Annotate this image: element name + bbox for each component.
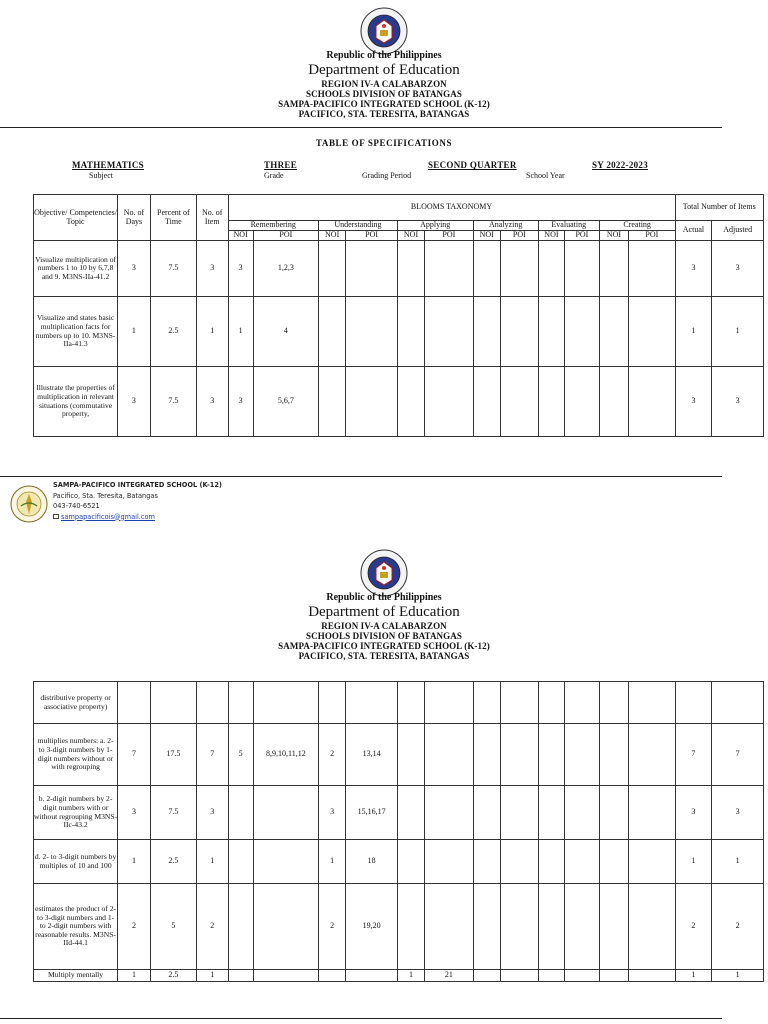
noi-cell [228,840,253,884]
poi-cell: 13,14 [346,724,398,786]
poi-header: POI [629,231,675,241]
actual-cell: 1 [675,297,712,367]
actual-header: Actual [675,221,712,241]
letterhead [0,592,768,661]
noi-cell [319,970,346,982]
noi-cell [318,367,345,437]
division-text: SCHOOLS DIVISION OF BATANGAS [306,89,462,99]
noi-cell [397,241,424,297]
poi-cell [629,297,675,367]
table-row [34,840,764,884]
poi-cell [565,241,600,297]
percent-cell: 2.5 [150,297,196,367]
noi-cell: 3 [228,367,253,437]
poi-cell [425,786,473,840]
noi-cell [473,786,500,840]
noi-cell [318,241,345,297]
noi-cell [599,241,628,297]
noi-cell: 1 [228,297,253,367]
noi-cell [538,786,564,840]
applying-header: Applying [397,221,473,231]
address-text: PACIFICO, STA. TERESITA, BATANGAS [298,109,470,119]
school-footer [0,476,768,532]
percent-cell: 2.5 [150,840,196,884]
noi-header: NOI [318,231,345,241]
region-text: REGION IV-A CALABARZON [321,79,447,89]
competency-cell: estimates the product of 2- to 3-digit numbers and 1- to 2-digit numbers with reasonable results. M3NS-IId-44.1 [34,884,118,970]
noi-cell: 2 [319,884,346,970]
items-cell: 3 [196,241,228,297]
noi-cell [473,970,500,982]
noi-cell [228,884,253,970]
table-row [34,241,764,297]
percent-cell: 7.5 [150,241,196,297]
noi-cell [397,367,424,437]
poi-cell [500,297,538,367]
competency-cell: Illustrate the properties of multiplication in relevant situations (commutative property, [34,367,118,437]
table-row [34,297,764,367]
noi-cell [397,297,424,367]
table-row [34,367,764,437]
poi-cell [253,840,318,884]
adjusted-header: Adjusted [712,221,764,241]
noi-cell [538,840,564,884]
noi-cell [228,970,253,982]
poi-cell [565,367,600,437]
noi-cell [538,297,564,367]
percent-cell: 7.5 [150,367,196,437]
poi-cell: 15,16,17 [346,786,398,840]
footer-school: SAMPA-PACIFICO INTEGRATED SCHOOL (K-12) [53,481,222,489]
poi-cell [425,297,473,367]
page-2 [0,540,768,1024]
table-row [34,970,764,982]
noi-header: NOI [473,231,500,241]
department-title: Department of Education [308,62,460,78]
poi-cell [346,682,398,724]
poi-cell: 19,20 [346,884,398,970]
actual-cell: 3 [675,241,712,297]
actual-cell: 3 [675,367,712,437]
percent-cell: 7.5 [150,786,196,840]
poi-cell [565,884,600,970]
adjusted-cell: 3 [712,367,764,437]
noi-cell: 1 [319,840,346,884]
noi-header: NOI [599,231,628,241]
page-bottom-divider [0,1018,722,1019]
school-text: SAMPA-PACIFICO INTEGRATED SCHOOL (K-12) [278,99,490,109]
division-text: SCHOOLS DIVISION OF BATANGAS [306,631,462,641]
poi-cell [500,786,538,840]
noi-cell [599,786,628,840]
noi-cell [538,367,564,437]
items-cell: 7 [197,724,229,786]
noi-cell [397,682,424,724]
poi-cell [500,682,538,724]
poi-cell: 1,2,3 [253,241,318,297]
noi-cell [599,297,628,367]
noi-cell: 2 [319,724,346,786]
adjusted-cell [712,682,764,724]
evaluating-header: Evaluating [538,221,599,231]
table-row [34,724,764,786]
noi-header: NOI [397,231,424,241]
competency-cell: b. 2-digit numbers by 2-digit numbers with or without regrouping M3NS-IIc-43.2 [34,786,118,840]
noi-cell: 3 [319,786,346,840]
table-row [34,786,764,840]
adjusted-cell: 1 [712,970,764,982]
poi-header: POI [565,231,600,241]
days-cell: 3 [118,241,151,297]
poi-cell [629,682,675,724]
actual-cell: 2 [675,884,712,970]
percent-cell [150,682,196,724]
school-text: SAMPA-PACIFICO INTEGRATED SCHOOL (K-12) [278,641,490,651]
deped-seal-icon [354,6,414,56]
adjusted-cell: 2 [712,884,764,970]
school-logo-icon [9,484,49,524]
footer-email-link[interactable]: sampapacificois@gmail.com [61,512,155,521]
poi-cell [346,297,398,367]
noi-cell [538,241,564,297]
actual-cell: 7 [675,724,712,786]
table-row [34,682,764,724]
adjusted-cell: 7 [712,724,764,786]
noi-cell [318,297,345,367]
noi-cell [599,884,628,970]
actual-cell: 1 [675,840,712,884]
address-text: PACIFICO, STA. TERESITA, BATANGAS [298,651,470,661]
noi-cell [473,367,500,437]
poi-cell [629,884,675,970]
poi-cell [500,241,538,297]
poi-cell [500,884,538,970]
footer-address: Pacifico, Sta. Teresita, Batangas [53,491,158,500]
noi-cell [228,682,253,724]
days-cell: 1 [118,297,151,367]
days-cell: 2 [118,884,151,970]
days-cell [118,682,151,724]
subject-field: MATHEMATICS Subject [72,160,144,180]
poi-cell [629,724,675,786]
noi-cell [473,682,500,724]
days-cell: 3 [118,367,151,437]
specifications-table [33,194,764,437]
republic-text: Republic of the Philippines [326,592,442,603]
adjusted-cell: 1 [712,297,764,367]
items-cell: 3 [196,367,228,437]
poi-cell [629,840,675,884]
footer-phone: 043-740-6521 [53,502,100,510]
competency-cell: multiplies numbers: a. 2- to 3-digit numbers by 1-digit numbers without or with regrouping [34,724,118,786]
noi-cell [538,724,564,786]
noi-cell [473,840,500,884]
specifications-table-continued [33,681,764,982]
poi-cell [629,970,675,982]
noi-cell [319,682,346,724]
poi-cell [500,724,538,786]
percent-cell: 17.5 [150,724,196,786]
poi-cell [346,367,398,437]
days-cell: 3 [118,786,151,840]
days-cell: 1 [118,840,151,884]
poi-cell [425,367,473,437]
poi-cell [425,682,473,724]
table-row [34,884,764,970]
competency-cell: Multiply mentally [34,970,118,982]
percent-cell: 5 [150,884,196,970]
noi-cell: 3 [228,241,253,297]
noi-cell [599,840,628,884]
school-year-field: SY 2022-2023 School Year [526,160,649,180]
poi-cell [629,241,675,297]
understanding-header: Understanding [318,221,397,231]
poi-cell: 18 [346,840,398,884]
days-cell: 1 [118,970,151,982]
republic-text: Republic of the Philippines [326,50,442,61]
noi-cell [538,682,564,724]
days-header: No. of Days [118,195,151,241]
adjusted-cell: 3 [712,241,764,297]
creating-header: Creating [599,221,675,231]
poi-header: POI [346,231,398,241]
items-cell: 1 [196,297,228,367]
poi-cell [253,970,318,982]
items-cell: 3 [197,786,229,840]
poi-cell [253,884,318,970]
letterhead [0,50,768,119]
poi-cell [346,241,398,297]
noi-header: NOI [538,231,564,241]
noi-cell [599,724,628,786]
noi-header: NOI [228,231,253,241]
poi-cell [425,840,473,884]
items-cell: 2 [197,884,229,970]
competency-cell: Visualize multiplication of numbers 1 to 10 by 6,7,8 and 9. M3NS-IIa-41.2 [34,241,118,297]
noi-cell: 5 [228,724,253,786]
noi-cell [473,884,500,970]
poi-cell [500,367,538,437]
poi-cell [253,786,318,840]
poi-cell: 5,6,7 [253,367,318,437]
total-header: Total Number of Items [675,195,763,221]
poi-header: POI [500,231,538,241]
poi-cell [565,682,600,724]
poi-cell [253,682,318,724]
noi-cell [397,884,424,970]
days-cell: 7 [118,724,151,786]
poi-cell [425,884,473,970]
noi-cell [538,970,564,982]
department-title: Department of Education [308,604,460,620]
noi-cell [599,682,628,724]
noi-cell [599,367,628,437]
poi-cell [425,241,473,297]
mail-icon [53,514,59,519]
poi-cell [565,297,600,367]
poi-cell [565,786,600,840]
analyzing-header: Analyzing [473,221,538,231]
competency-cell: distributive property or associative property) [34,682,118,724]
poi-cell: 4 [253,297,318,367]
poi-cell [565,724,600,786]
region-text: REGION IV-A CALABARZON [321,621,447,631]
poi-cell [629,367,675,437]
grading-period-field: SECOND QUARTER Grading Period [362,160,517,180]
poi-cell [565,970,600,982]
noi-cell [473,297,500,367]
items-header: No. of Item [196,195,228,241]
noi-cell [397,840,424,884]
percent-cell: 2.5 [150,970,196,982]
adjusted-cell: 1 [712,840,764,884]
header-divider [0,127,722,128]
document-title: TABLE OF SPECIFICATIONS [315,138,453,148]
actual-cell: 1 [675,970,712,982]
noi-cell [473,724,500,786]
remembering-header: Remembering [228,221,318,231]
percent-header: Percent of Time [150,195,196,241]
competency-cell: Visualize and states basic multiplication facts for numbers up to 10. M3NS-IIa-41.3 [34,297,118,367]
deped-seal-icon [354,548,414,598]
poi-cell [425,724,473,786]
page-1 [0,0,768,468]
objective-header: Objective/ Competencies/ Topic [34,195,118,241]
poi-cell: 21 [425,970,473,982]
poi-cell [346,970,398,982]
noi-cell: 1 [397,970,424,982]
noi-cell [599,970,628,982]
grade-field: THREE Grade [264,160,298,180]
poi-cell [629,786,675,840]
poi-header: POI [253,231,318,241]
noi-cell [538,884,564,970]
poi-cell [500,970,538,982]
poi-cell [565,840,600,884]
noi-cell [473,241,500,297]
actual-cell: 3 [675,786,712,840]
noi-cell [228,786,253,840]
items-cell [197,682,229,724]
competency-cell: d. 2- to 3-digit numbers by multiples of 10 and 100 [34,840,118,884]
noi-cell [397,724,424,786]
poi-cell: 8,9,10,11,12 [253,724,318,786]
footer-divider [0,476,722,477]
footer-contact [53,480,222,522]
noi-cell [397,786,424,840]
blooms-header: BLOOMS TAXONOMY [228,195,675,221]
items-cell: 1 [197,840,229,884]
actual-cell [675,682,712,724]
poi-header: POI [425,231,473,241]
adjusted-cell: 3 [712,786,764,840]
items-cell: 1 [197,970,229,982]
poi-cell [500,840,538,884]
